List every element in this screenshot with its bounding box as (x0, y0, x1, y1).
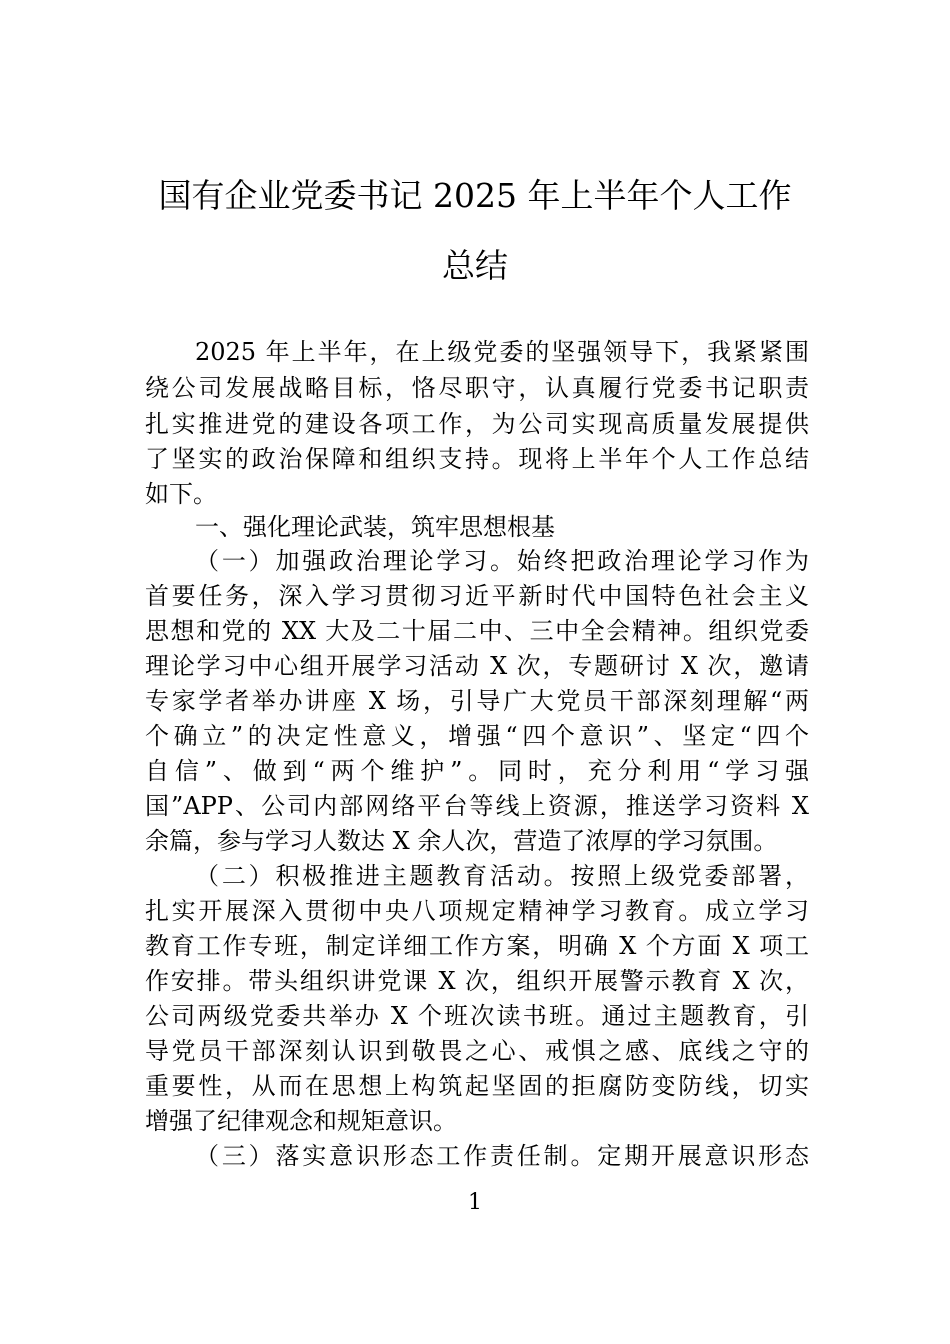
paragraph-line: 扎实开展深入贯彻中央八项规定精神学习教育。成立学习 (145, 897, 809, 925)
paragraph-line: 个确立”的决定性意义，增强“四个意识”、坚定“四个 (145, 722, 809, 750)
paragraph-line: 绕公司发展战略目标，恪尽职守，认真履行党委书记职责 (145, 374, 809, 402)
paragraph-line: 首要任务，深入学习贯彻习近平新时代中国特色社会主义 (145, 582, 809, 610)
paragraph-line: 2025 年上半年，在上级党委的坚强领导下，我紧紧围 (195, 338, 809, 366)
paragraph-line: （一）加强政治理论学习。始终把政治理论学习作为 (195, 547, 809, 575)
page-number: 1 (468, 1190, 482, 1215)
paragraph-line: 作安排。带头组织讲党课 X 次，组织开展警示教育 X 次， (145, 967, 809, 995)
paragraph-line: 导党员干部深刻认识到敬畏之心、戒惧之感、底线之守的 (145, 1037, 809, 1065)
paragraph-line: 如下。 (145, 480, 217, 508)
paragraph-line: 公司两级党委共举办 X 个班次读书班。通过主题教育，引 (145, 1002, 809, 1030)
paragraph-line: 教育工作专班，制定详细工作方案，明确 X 个方面 X 项工 (145, 932, 809, 960)
document-title-line-2: 总结 (442, 246, 508, 285)
paragraph-line: 自信”、做到“两个维护”。同时，充分利用“学习强 (145, 757, 809, 785)
paragraph-line: 了坚实的政治保障和组织支持。现将上半年个人工作总结 (145, 445, 809, 473)
paragraph-line: （三）落实意识形态工作责任制。定期开展意识形态 (195, 1142, 809, 1170)
paragraph-line: 国”APP、公司内部网络平台等线上资源，推送学习资料 X (145, 792, 809, 820)
paragraph-line: 余篇，参与学习人数达 X 余人次，营造了浓厚的学习氛围。 (145, 827, 778, 855)
paragraph-line: 专家学者举办讲座 X 场，引导广大党员干部深刻理解“两 (145, 687, 809, 715)
document-title-line-1: 国有企业党委书记 2025 年上半年个人工作 (158, 176, 792, 215)
paragraph-line: 重要性，从而在思想上构筑起坚固的拒腐防变防线，切实 (145, 1072, 809, 1100)
paragraph-line: 扎实推进党的建设各项工作，为公司实现高质量发展提供 (145, 410, 809, 438)
paragraph-line: 理论学习中心组开展学习活动 X 次，专题研讨 X 次，邀请 (145, 652, 809, 680)
paragraph-line: 增强了纪律观念和规矩意识。 (145, 1107, 457, 1135)
paragraph-line: （二）积极推进主题教育活动。按照上级党委部署， (195, 862, 809, 890)
paragraph-line: 思想和党的 XX 大及二十届二中、三中全会精神。组织党委 (145, 617, 809, 645)
section-heading: 一、强化理论武装，筑牢思想根基 (195, 513, 555, 541)
